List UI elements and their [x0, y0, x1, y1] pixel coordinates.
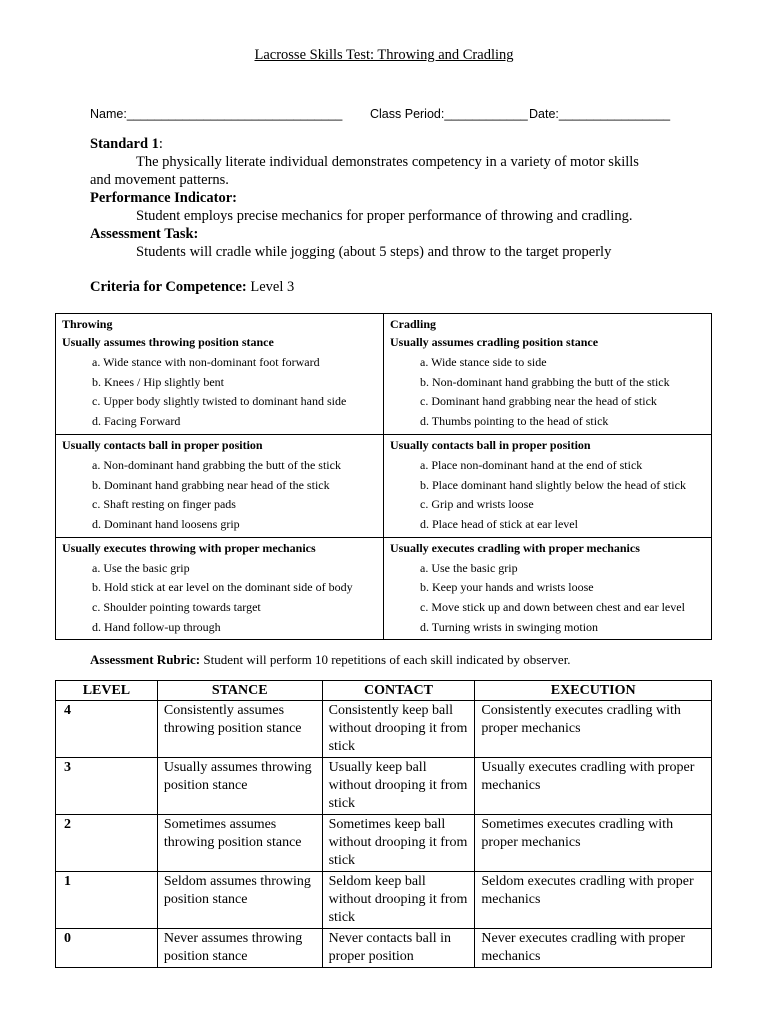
date-field[interactable]: Date:________________ [529, 107, 671, 121]
standard-section: Standard 1: The physically literate individual demonstrates competency in a variety of motor skills and movement patterns. Performance Indicator: Student employs precise mechanics for proper performance of throwing and cradling. Assessment Task: Students will cradle while jogging (about 5 steps) and throw to the target properly [90, 135, 690, 261]
criteria-table [55, 313, 712, 640]
assessment-task-label: Assessment Task: [90, 226, 199, 242]
standard-text-line1: The physically literate individual demonstrates competency in a variety of motor skills [136, 154, 639, 170]
criteria-label: Criteria for Competence: [90, 279, 247, 295]
cradling-stance-cell: Usually assumes cradling position stance a. Wide stance side to side b. Non-dominant hand grabbing the butt of the stick c. Dominant hand grabbing near the head of stick d. Thumbs pointing to the head of stick [384, 332, 712, 434]
student-info-row [90, 107, 690, 125]
table-row: 3 Usually assumes throwing position stance Usually keep ball without drooping it from stick Usually executes cradling with proper mechanics [56, 758, 712, 815]
performance-indicator-label: Performance Indicator: [90, 190, 237, 206]
criteria-block-contact [56, 434, 712, 537]
rubric-header-execution: EXECUTION [475, 681, 712, 701]
criteria-block-mechanics [56, 537, 712, 640]
class-period-field[interactable]: Class Period:____________ [370, 107, 528, 121]
col-header-cradling: Cradling [384, 314, 712, 333]
throwing-mechanics-cell: Usually executes throwing with proper mechanics a. Use the basic grip b. Hold stick at ear level on the dominant side of body c. Shoulder pointing towards target d. Hand follow-up through [56, 537, 384, 640]
criteria-block-stance [56, 332, 712, 434]
rubric-header-stance: STANCE [157, 681, 322, 701]
table-row: 2 Sometimes assumes throwing position stance Sometimes keep ball without drooping it from stick Sometimes executes cradling with proper mechanics [56, 815, 712, 872]
standard-text-line2: and movement patterns. [90, 172, 229, 188]
rubric-header-row [56, 681, 712, 701]
rubric-header-level: LEVEL [56, 681, 158, 701]
standard-label: Standard 1 [90, 136, 159, 152]
cradling-mechanics-cell: Usually executes cradling with proper mechanics a. Use the basic grip b. Keep your hands and wrists loose c. Move stick up and down between chest and ear level d. Turning wrists in swinging motion [384, 537, 712, 640]
rubric-table [55, 680, 712, 968]
table-row: 4 Consistently assumes throwing position stance Consistently keep ball without drooping it from stick Consistently executes cradling with proper mechanics [56, 701, 712, 758]
performance-indicator-text: Student employs precise mechanics for proper performance of throwing and cradling. [136, 208, 633, 224]
page-title: Lacrosse Skills Test: Throwing and Cradling [254, 47, 514, 63]
col-header-throwing: Throwing [56, 314, 384, 333]
table-row: 1 Seldom assumes throwing position stance Seldom keep ball without drooping it from stick Seldom executes cradling with proper mechanics [56, 872, 712, 929]
rubric-text: Student will perform 10 repetitions of each skill indicated by observer. [203, 652, 571, 667]
cradling-contact-cell: Usually contacts ball in proper position a. Place non-dominant hand at the end of stick b. Place dominant hand slightly below the head of stick c. Grip and wrists loose d. Place head of stick at ear level [384, 434, 712, 537]
throwing-contact-cell: Usually contacts ball in proper position a. Non-dominant hand grabbing the butt of the stick b. Dominant hand grabbing near head of the stick c. Shaft resting on finger pads d. Dominant hand loosens grip [56, 434, 384, 537]
rubric-header-contact: CONTACT [322, 681, 475, 701]
name-field[interactable]: Name:_______________________________ [90, 107, 343, 121]
table-row: 0 Never assumes throwing position stance Never contacts ball in proper position Never executes cradling with proper mechanics [56, 929, 712, 968]
rubric-label: Assessment Rubric: [90, 652, 201, 667]
assessment-task-text: Students will cradle while jogging (about 5 steps) and throw to the target properly [136, 244, 612, 260]
throwing-stance-cell: Usually assumes throwing position stance a. Wide stance with non-dominant foot forward b. Knees / Hip slightly bent c. Upper body slightly twisted to dominant hand side d. Facing Forward [56, 332, 384, 434]
criteria-value: Level 3 [250, 279, 295, 295]
rubric-intro [90, 652, 571, 668]
criteria-line [90, 278, 690, 296]
